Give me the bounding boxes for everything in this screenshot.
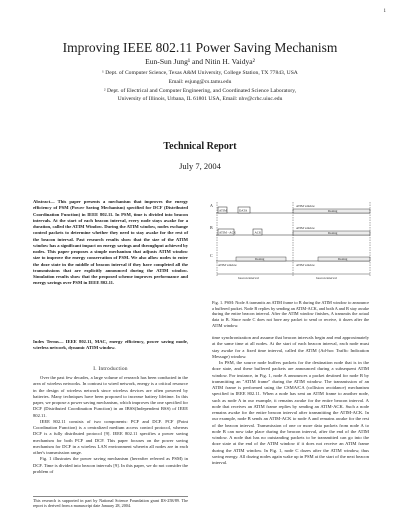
affiliation-line-2: ² Dept. of Electrical and Computer Engineering, and Coordinated Science Laboratory, — [103, 88, 297, 94]
page-number: 1 — [383, 9, 386, 14]
node-c-dozing-label-1: Dozing — [255, 257, 265, 262]
section-heading: I. Introduction — [93, 366, 128, 372]
node-a-atim-window-label: ATIM window — [296, 204, 315, 208]
node-b-label: B — [210, 225, 213, 230]
beacon-interval-label-1: beacon interval — [238, 276, 259, 280]
node-c-atim-window-label-1: ATIM window — [218, 263, 237, 267]
body-paragraph: In PSM, the source node buffers packets for the destination node that is in the doze state, and these buffered packets are announced during a subsequent ATIM window. For instance, in Fig. 1, node A announces a packet destined for node B by transmitting an "ATIM frame" during the ATIM window. The transmission of an ATIM frame is performed using the CSMA/CA (collision avoidance) mechanism specified in IEEE 802.11. When a node has sent an ATIM frame to another node, such as node A in our example, it remains awake for the entire beacon interval. A node that receives an ATIM frame replies by sending an ATIM-ACK. Such a node remains awake for the entire beacon interval after transmitting the ATIM-ACK. In our example, node B sends an ATIM-ACK to node A and remains awake for the rest of the beacon interval. Transmission of one or more data packets from node A to node B can now take place during the beacon interval, after the end of the ATIM window. A node that has no outstanding packets to be transmitted can go into the doze state at the end of the ATIM window if it does not receive an ATIM frame during the ATIM window. In Fig. 1, node C dozes after the ATIM window, thus saving energy. All dozing nodes again wake up in PSM at the start of the next beacon interval. — [212, 360, 369, 465]
node-c-label: C — [210, 253, 213, 258]
intro-paragraph: Over the past few decades, a large volume of research has been conducted in the area of wireless networks. In contrast to wired network, energy is a critical resource in the design of wireless network since wireless devices are often powered by batteries. Many techniques have been proposed to increase battery lifetime. In this paper, we propose a power saving mechanism, which improves the one specified for DCF (Distributed Coordination Function) in an IBSS(Independent BSS) of IEEE 802.11. — [33, 375, 188, 418]
introduction — [33, 375, 188, 475]
index-terms-text: Index Terms— IEEE 802.11, MAC, energy efficiency, power saving mode, wireless network, dynamic ATIM window. — [33, 339, 188, 351]
data-frame-label: DATA — [239, 208, 248, 213]
report-date: July 7, 2004 — [179, 161, 221, 171]
index-terms — [33, 339, 188, 352]
intro-paragraph: Fig. 1 illustrates the power saving mechanism (hereafter referred as PSM) in DCF. Time is divided into beacon intervals [9]. In this paper, we do not consider the problem of — [33, 456, 188, 474]
affiliation-line-3: University of Illinois, Urbana, IL 61801 USA, Email: nhv@crhc.uiuc.edu — [117, 96, 283, 102]
node-a-label: A — [210, 203, 213, 208]
node-b-atim-window-label: ATIM window — [296, 226, 315, 230]
beacon-interval-label-2: beacon interval — [316, 276, 337, 280]
node-a-dozing-label: Dozing — [328, 209, 338, 214]
body-paragraph: time synchronization and assume that beacon intervals begin and end approximately at the same time at all nodes. At the start of each beacon interval, each node must stay awake for a fixed time interval, called the ATIM (Ad-hoc Traffic Indication Message) window. — [212, 335, 369, 359]
node-b-dozing-label: Dozing — [328, 231, 338, 236]
authors: Eun-Sun Jung¹ and Nitin H. Vaidya² — [145, 57, 255, 66]
psm-timing-figure — [208, 198, 373, 296]
node-c-dozing-label-2: Dozing — [338, 257, 348, 262]
figure-caption — [212, 300, 369, 329]
footnote: This research is supported in part by National Science Foundation grant IIS-258/89. The report is derived from a manuscript date January 28, 2004. — [33, 498, 188, 509]
atim-frame-label: ATIM — [219, 208, 227, 213]
affiliation-line-1: ¹ Dept. of Computer Science, Texas A&M University, College Station, TX 77843, USA — [102, 70, 298, 76]
abstract-text: Abstract— This paper presents a mechanism that improves the energy efficiency of PSM (Power Saving Mechanism) specified for DCF (Distributed Coordination Function) in IEEE 802.11. In PSM, time is divided into beacon intervals. At the start of each beacon interval, every node stays awake for a duration, called the ATIM Window. During the ATIM window, nodes exchange control packets to determine whether they need to stay awake for the rest of the beacon interval. Past research results show that the size of the ATIM window has a significant impact on energy savings and throughput achieved by nodes. This paper proposes a simple mechanism that adjusts ATIM window size to improve the energy conservation of PSM. We also allow nodes to enter the doze state in the middle of beacon interval if they have completed all the transmissions that are explicitly announced during the ATIM window. Simulation results show that the proposed scheme improves performance and energy savings over PSM in IEEE 802.11. — [33, 199, 188, 286]
node-c-atim-window-label-2: ATIM window — [296, 263, 315, 267]
intro-paragraph: IEEE 802.11 consists of two components: PCF and DCF. PCF (Point Coordination Function) is a centralized medium access control protocol, whereas DCF is a fully distributed protocol [9]. IEEE 802.11 specifies a power saving mechanism for both PCF and DCF. This paper focuses on the power saving mechanism for DCF in a wireless LAN environment wherein all nodes are in each other's transmission range. — [33, 418, 188, 455]
ack-label: ACK — [254, 230, 262, 235]
atim-ack-label: ATIM - ACK — [219, 230, 236, 235]
paper-title: Improving IEEE 802.11 Power Saving Mechanism — [62, 40, 338, 55]
figure-caption-text: Fig. 1. PSM: Node A transmits an ATIM frame to B during the ATIM window to announce a buffered packet. Node B replies by sending an ATIM-ACK, and both A and B stay awake during the entire beacon interval. After the ATIM window finishes, A transmits the actual data to B. Since node C does not have any packet to send or receive, it dozes after the ATIM window. — [212, 300, 369, 328]
right-column-text — [212, 335, 369, 466]
report-type: Technical Report — [163, 141, 237, 152]
abstract — [33, 199, 188, 287]
affiliation-email-1: Email: esjung@cs.tamu.edu — [168, 79, 232, 85]
